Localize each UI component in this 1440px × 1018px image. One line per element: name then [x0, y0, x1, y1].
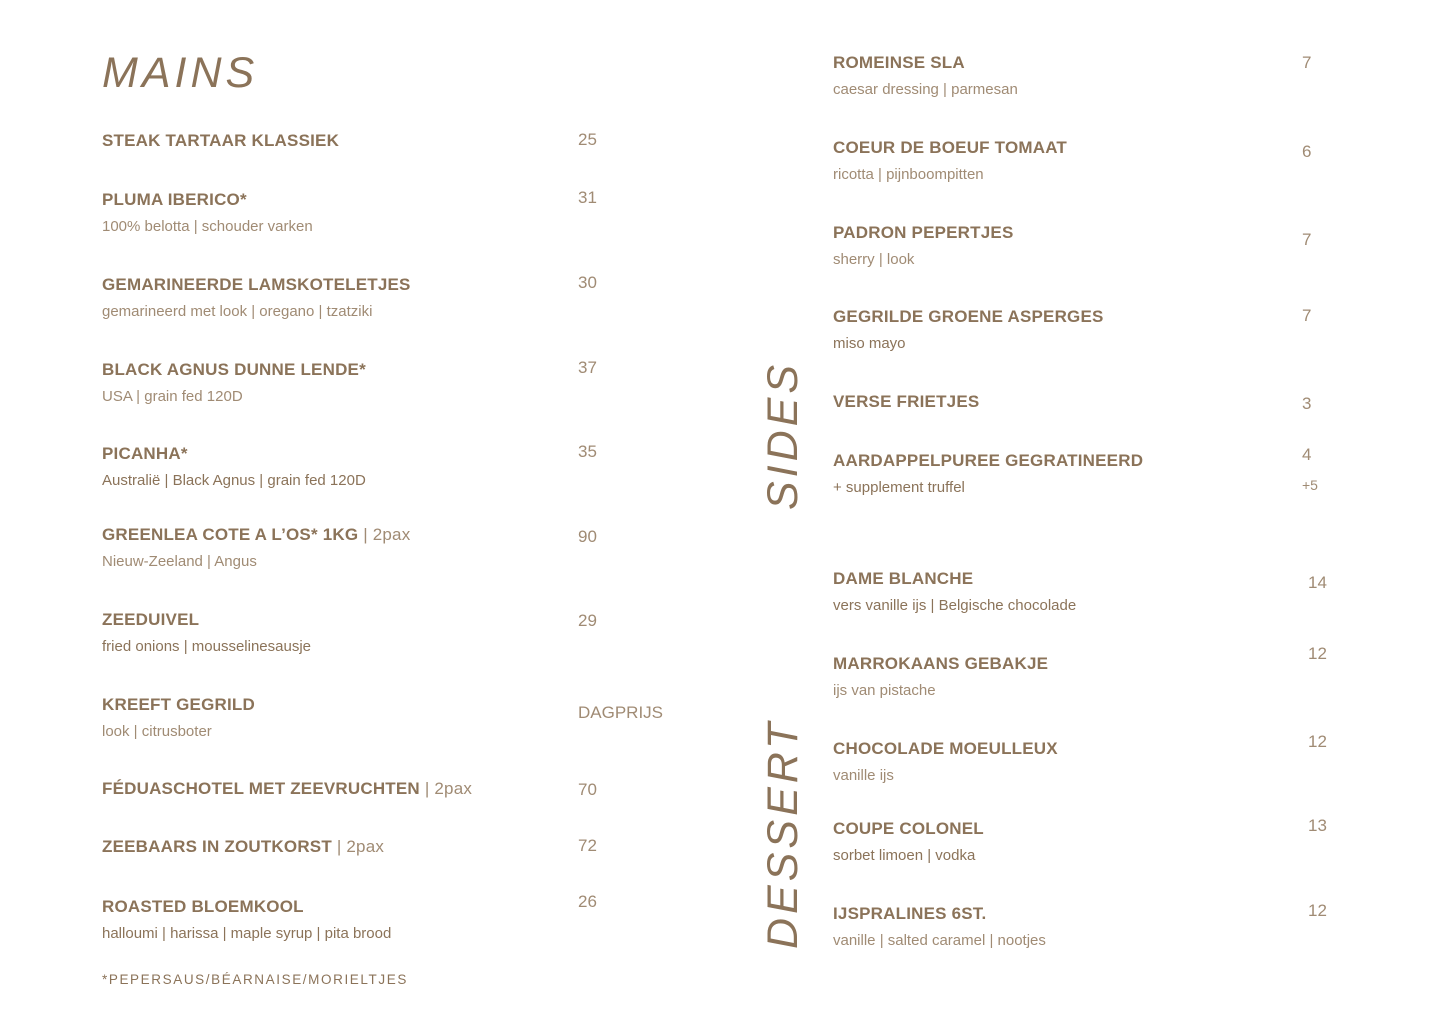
menu-item	[102, 694, 255, 742]
item-description: look | citrusboter	[102, 723, 212, 740]
item-name: CHOCOLADE MOEULLEUX	[833, 739, 1058, 758]
menu-item	[833, 568, 1076, 616]
item-price: 4	[1302, 445, 1312, 464]
item-name: AARDAPPELPUREE GEGRATINEERD	[833, 451, 1144, 470]
item-name: ROMEINSE SLA	[833, 53, 965, 72]
item-price: 35	[578, 442, 597, 461]
menu-item	[833, 653, 1048, 701]
item-price: 30	[578, 273, 597, 292]
item-description: fried onions | mousselinesausje	[102, 638, 312, 655]
item-name: PADRON PEPERTJES	[833, 223, 1014, 242]
sides-heading: SIDES	[759, 360, 807, 510]
item-price: 12	[1308, 644, 1327, 663]
menu-item	[833, 903, 1046, 951]
item-description: + supplement truffel	[833, 479, 965, 496]
item-price: 14	[1308, 573, 1327, 592]
item-description: halloumi | harissa | maple syrup | pita brood	[102, 925, 392, 942]
item-price: 37	[578, 358, 597, 377]
item-name: GEMARINEERDE LAMSKOTELETJES	[102, 275, 411, 294]
menu-item	[833, 52, 1018, 100]
item-pax-suffix: | 2pax	[358, 525, 411, 544]
item-description: USA | grain fed 120D	[102, 388, 243, 405]
item-name: GREENLEA COTE A L’OS* 1KG | 2pax	[102, 525, 411, 544]
item-price: 29	[578, 611, 597, 630]
item-price: 7	[1302, 53, 1312, 72]
item-pax-suffix: | 2pax	[419, 779, 473, 798]
menu-item	[102, 836, 384, 858]
item-price: 7	[1302, 306, 1312, 325]
item-description: vanille | salted caramel | nootjes	[833, 932, 1046, 949]
menu-item	[102, 130, 339, 152]
item-supplement-price: +5	[1302, 477, 1318, 493]
item-description: vanille ijs	[833, 767, 894, 784]
item-name: IJSPRALINES 6ST.	[833, 904, 987, 923]
item-name: KREEFT GEGRILD	[102, 695, 255, 714]
menu-item	[102, 274, 411, 322]
item-price: 6	[1302, 142, 1312, 161]
item-description: gemarineerd met look | oregano | tzatziki	[102, 303, 373, 320]
item-name: ROASTED BLOEMKOOL	[102, 897, 304, 916]
item-name: COUPE COLONEL	[833, 819, 984, 838]
item-description: ricotta | pijnboompitten	[833, 166, 984, 183]
menu-item	[833, 137, 1067, 185]
menu-item	[102, 524, 410, 572]
item-price: DAGPRIJS	[578, 703, 664, 722]
item-price: 72	[578, 836, 597, 855]
item-price: 3	[1302, 394, 1312, 413]
item-name: FÉDUASCHOTEL MET ZEEVRUCHTEN | 2pax	[102, 779, 473, 798]
item-description: ijs van pistache	[833, 682, 936, 699]
item-description: sherry | look	[833, 251, 915, 268]
item-description: sorbet limoen | vodka	[833, 847, 976, 864]
menu-item	[102, 359, 366, 407]
item-name: VERSE FRIETJES	[833, 392, 980, 411]
menu-item	[102, 609, 311, 657]
mains-heading: MAINS	[102, 49, 259, 97]
item-price: 90	[578, 527, 597, 546]
item-price: 25	[578, 130, 597, 149]
item-price: 7	[1302, 230, 1312, 249]
item-description: Australië | Black Agnus | grain fed 120D	[102, 472, 366, 489]
menu-item	[833, 818, 984, 866]
item-name: ZEEDUIVEL	[102, 610, 200, 629]
item-price: 70	[578, 780, 597, 799]
item-price: 26	[578, 892, 597, 911]
item-price: 12	[1308, 732, 1327, 751]
item-name: STEAK TARTAAR KLASSIEK	[102, 131, 340, 150]
item-name: MARROKAANS GEBAKJE	[833, 654, 1049, 673]
item-name: DAME BLANCHE	[833, 569, 974, 588]
dessert-heading: DESSERT	[759, 718, 807, 949]
menu-item	[102, 189, 313, 237]
menu-item	[833, 391, 979, 413]
menu-item	[102, 896, 391, 944]
item-name: PICANHA*	[102, 444, 188, 463]
menu-item	[102, 443, 366, 491]
item-price: 13	[1308, 816, 1327, 835]
item-price: 12	[1308, 901, 1327, 920]
menu-item	[833, 450, 1143, 498]
menu-item	[833, 738, 1058, 786]
item-price: 31	[578, 188, 597, 207]
sauce-footnote: *PEPERSAUS/BÉARNAISE/MORIELTJES	[102, 972, 408, 987]
item-name: ZEEBAARS IN ZOUTKORST | 2pax	[102, 837, 385, 856]
item-name: COEUR DE BOEUF TOMAAT	[833, 138, 1068, 157]
menu-item	[833, 222, 1013, 270]
item-name: PLUMA IBERICO*	[102, 190, 247, 209]
item-pax-suffix: | 2pax	[331, 837, 385, 856]
menu-item	[102, 778, 472, 800]
item-description: vers vanille ijs | Belgische chocolade	[833, 597, 1077, 614]
item-description: caesar dressing | parmesan	[833, 81, 1018, 98]
menu-item	[833, 306, 1104, 354]
item-name: GEGRILDE GROENE ASPERGES	[833, 307, 1104, 326]
item-description: Nieuw-Zeeland | Angus	[102, 553, 257, 570]
item-name: BLACK AGNUS DUNNE LENDE*	[102, 360, 366, 379]
item-description: 100% belotta | schouder varken	[102, 218, 313, 235]
item-description: miso mayo	[833, 335, 906, 352]
